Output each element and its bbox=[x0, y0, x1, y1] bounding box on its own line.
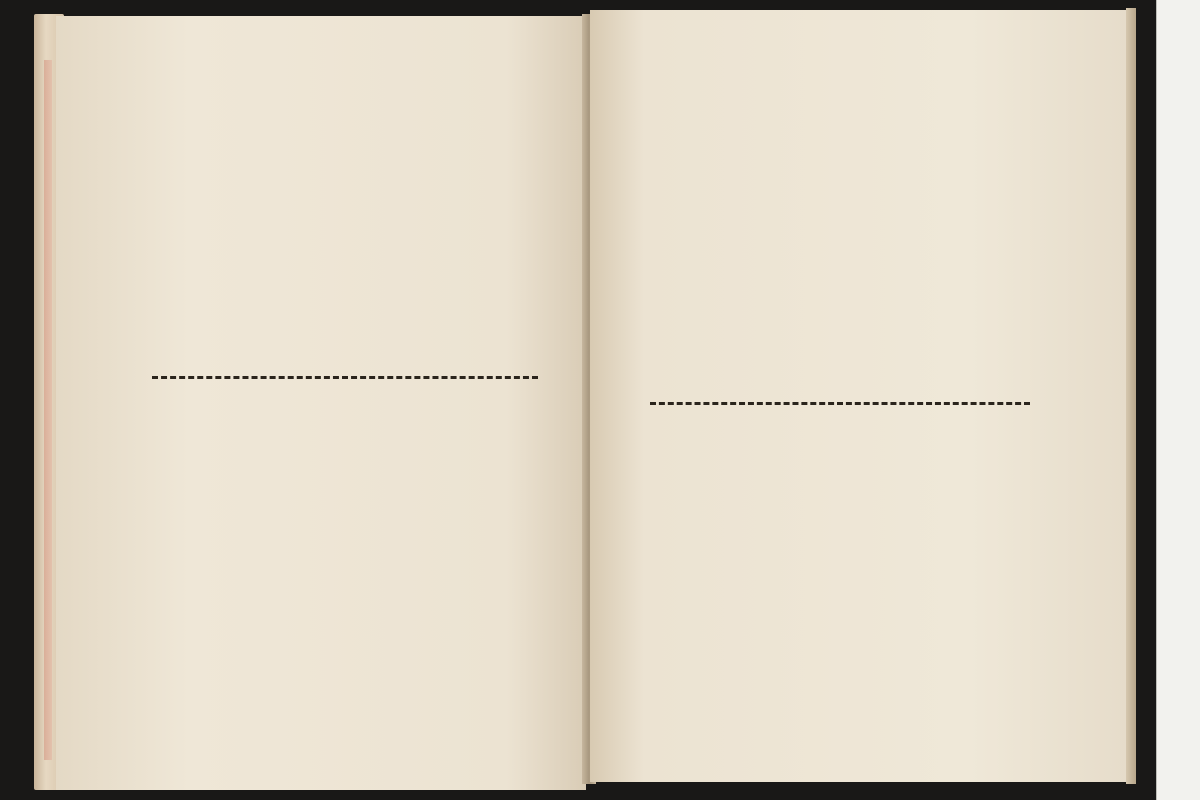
right-page bbox=[590, 10, 1130, 782]
measuring-ruler bbox=[1156, 0, 1200, 800]
book-edge-right bbox=[1126, 8, 1136, 784]
separator-rule bbox=[152, 376, 538, 379]
left-page bbox=[56, 16, 586, 790]
separator-rule bbox=[650, 402, 1030, 405]
ruler-scale bbox=[1157, 0, 1200, 800]
page-edge-tint bbox=[44, 60, 52, 760]
